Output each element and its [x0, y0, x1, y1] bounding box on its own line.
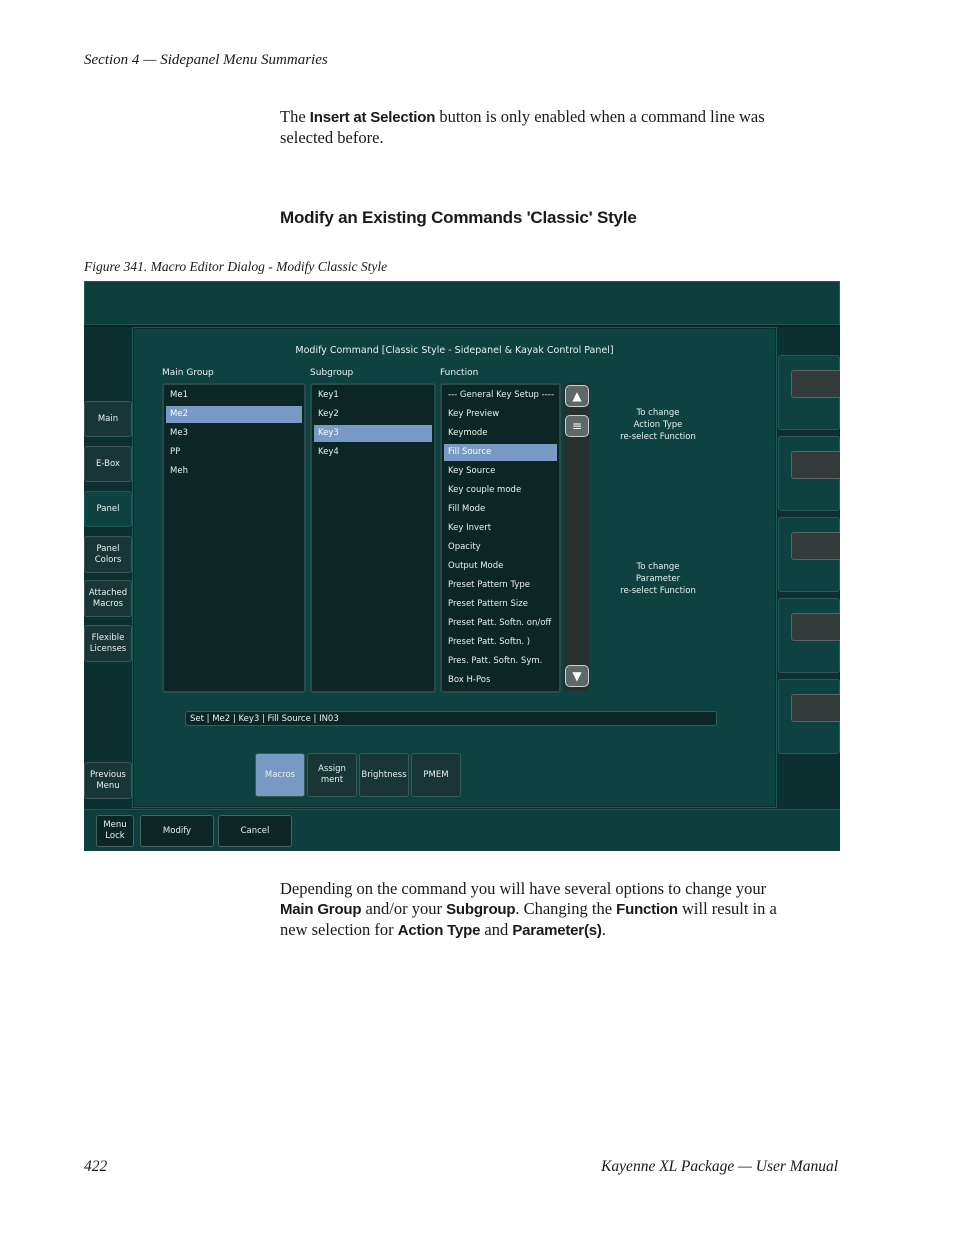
menu-lock-button[interactable]: Menu Lock: [96, 815, 134, 847]
function-term: Function: [616, 901, 678, 918]
intro-text-3: selected before.: [280, 128, 384, 147]
action-type-note: To change Action Type re-select Function: [620, 408, 696, 442]
right-button-1[interactable]: [778, 355, 840, 430]
main_group-list-item[interactable]: Me2: [166, 406, 302, 423]
section-header: Section 4 — Sidepanel Menu Summaries: [84, 52, 328, 68]
main_group-list-item[interactable]: Me3: [170, 428, 188, 438]
main-group-term: Main Group: [280, 901, 362, 918]
cancel-button[interactable]: Cancel: [218, 815, 292, 847]
function-list-item[interactable]: Output Mode: [448, 561, 504, 571]
tab-brightness[interactable]: Brightness: [359, 753, 409, 797]
tab-macros[interactable]: Macros: [255, 753, 305, 797]
action-type-term: Action Type: [397, 922, 481, 939]
side-main-button[interactable]: Main: [84, 401, 132, 437]
dialog-title: Modify Command [Classic Style - Sidepanel & Kayak Control Panel]: [295, 345, 614, 356]
side-flexible-licenses-button[interactable]: Flexible Licenses: [84, 625, 132, 662]
function-list[interactable]: [440, 383, 561, 693]
body-paragraph: Depending on the command you will have several options to change your Main Group and/or your Subgroup. Changing the Function will result in a new selection for Action Type and Parameter(s).: [280, 879, 777, 939]
side-panel-colors-button[interactable]: Panel Colors: [84, 536, 132, 573]
subgroup-list-item[interactable]: Key4: [318, 447, 339, 457]
right-button-3[interactable]: [778, 517, 840, 592]
function-list-item[interactable]: Box H-Pos: [448, 675, 491, 685]
function-list-item[interactable]: Keymode: [448, 428, 488, 438]
macro-editor-screenshot: [84, 281, 840, 851]
function-list-item[interactable]: Fill Mode: [448, 504, 486, 514]
right-button-2[interactable]: [778, 436, 840, 511]
intro-text: The: [280, 107, 310, 126]
function-list-item[interactable]: Opacity: [448, 542, 481, 552]
side-ebox-button[interactable]: E-Box: [84, 446, 132, 482]
page-number: 422: [84, 1158, 108, 1175]
function-list-item[interactable]: Preset Pattern Size: [448, 599, 528, 609]
function-list-item[interactable]: Preset Patt. Softn. ): [448, 637, 531, 647]
intro-text-2: button is only enabled when a command line was: [435, 107, 765, 126]
subgroup-label: Subgroup: [310, 368, 354, 378]
right-button-5[interactable]: [778, 679, 840, 754]
intro-paragraph: [280, 107, 840, 148]
parameters-term: Parameter(s): [512, 922, 602, 939]
tab-pmem[interactable]: PMEM: [411, 753, 461, 797]
main-group-label: Main Group: [162, 368, 214, 378]
function-list-item[interactable]: Key Preview: [448, 409, 500, 419]
command-line-field[interactable]: Set | Me2 | Key3 | Fill Source | IN03: [185, 711, 717, 726]
arrow-up-icon[interactable]: ▲: [565, 385, 589, 407]
subgroup-term: Subgroup: [446, 901, 516, 918]
function-scrollbar[interactable]: [563, 383, 589, 691]
side-panel-button[interactable]: Panel: [84, 491, 132, 527]
main_group-list-item[interactable]: PP: [170, 447, 181, 457]
figure-caption: Figure 341. Macro Editor Dialog - Modify Classic Style: [84, 259, 388, 274]
section-heading: Modify an Existing Commands 'Classic' Style: [280, 208, 637, 227]
arrow-down-icon[interactable]: ▼: [565, 665, 589, 687]
side-previous-menu-button[interactable]: Previous Menu: [84, 762, 132, 799]
modify-command-dialog: [132, 327, 777, 808]
subgroup-list[interactable]: [310, 383, 436, 693]
main-group-list[interactable]: [162, 383, 306, 693]
subgroup-list-item[interactable]: Key1: [318, 390, 339, 400]
modify-button[interactable]: Modify: [140, 815, 214, 847]
function-label: Function: [440, 368, 479, 378]
function-list-item[interactable]: Preset Pattern Type: [448, 580, 531, 590]
main_group-list-item[interactable]: Meh: [170, 466, 188, 476]
top-bar: [84, 281, 840, 327]
function-list-item[interactable]: Pres. Patt. Softn. Sym.: [448, 656, 543, 666]
insert-at-selection-term: Insert at Selection: [309, 109, 436, 126]
footer-title: Kayenne XL Package — User Manual: [601, 1158, 838, 1175]
side-attached-macros-button[interactable]: Attached Macros: [84, 580, 132, 617]
function-list-item[interactable]: Fill Source: [444, 444, 557, 461]
tab-assignment[interactable]: Assign ment: [307, 753, 357, 797]
main_group-list-item[interactable]: Me1: [170, 390, 188, 400]
function-list-item[interactable]: Key Invert: [448, 523, 492, 533]
parameter-note: To change Parameter re-select Function: [620, 562, 696, 596]
function-list-item[interactable]: Key couple mode: [448, 485, 522, 495]
subgroup-list-item[interactable]: Key3: [314, 425, 432, 442]
bottom-bar: [84, 809, 840, 851]
list-icon[interactable]: ≡: [565, 415, 589, 437]
function-list-item[interactable]: --- General Key Setup ----: [448, 390, 554, 400]
right-button-4[interactable]: [778, 598, 840, 673]
function-list-item[interactable]: Preset Patt. Softn. on/off: [448, 618, 552, 628]
function-list-item[interactable]: Key Source: [448, 466, 496, 476]
subgroup-list-item[interactable]: Key2: [318, 409, 339, 419]
